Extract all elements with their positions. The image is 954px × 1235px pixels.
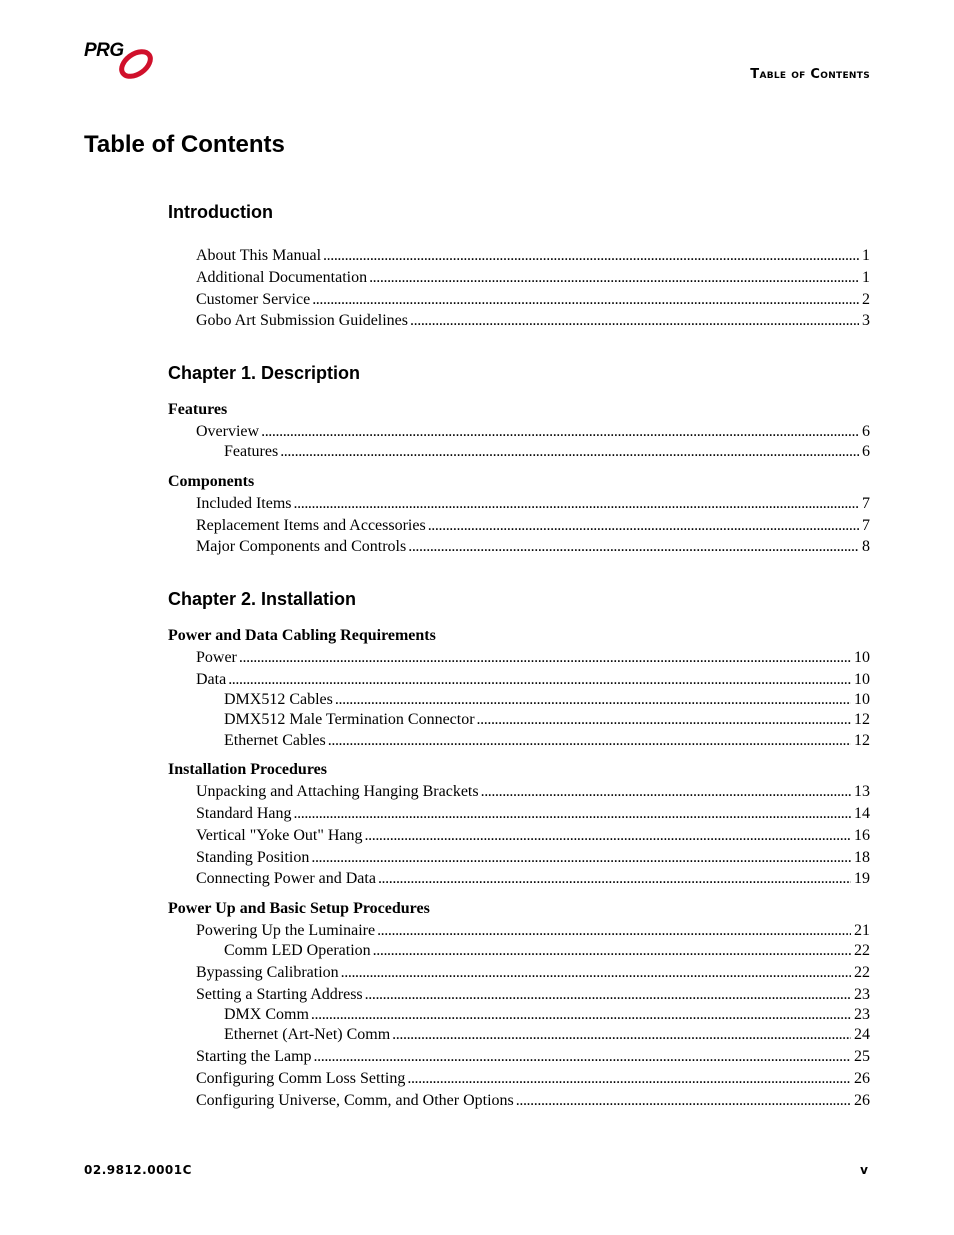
running-head: Table of Contents: [750, 67, 870, 82]
toc-entry-page: 12: [854, 732, 870, 749]
toc-entry-label: Additional Documentation: [196, 269, 368, 286]
toc-entry-page: 12: [854, 711, 870, 728]
toc-entry-page: 23: [854, 986, 870, 1003]
toc-entry-page: 19: [854, 870, 870, 887]
toc-entry[interactable]: [196, 311, 870, 331]
toc-entry[interactable]: [196, 648, 870, 668]
toc-entry-label: Data: [196, 671, 227, 688]
leader-dots: [311, 848, 851, 868]
leader-dots: [516, 1091, 851, 1111]
section-heading-introduction: Introduction: [168, 202, 273, 222]
toc-entry[interactable]: [196, 782, 870, 802]
group-heading-power-data: Power and Data Cabling Requirements: [168, 627, 436, 644]
toc-entry-page: 25: [854, 1048, 870, 1065]
toc-entry[interactable]: [196, 804, 870, 824]
toc-entry-label: Powering Up the Luminaire: [196, 922, 376, 939]
group-heading-power-up: Power Up and Basic Setup Procedures: [168, 900, 430, 917]
toc-entry[interactable]: [196, 268, 870, 288]
leader-dots: [323, 246, 859, 266]
toc-entry-page: 13: [854, 783, 870, 800]
toc-entry[interactable]: [224, 731, 870, 751]
toc-entry-label: Setting a Starting Address: [196, 986, 363, 1003]
toc-entry-page: 14: [854, 805, 870, 822]
toc-entry-page: 8: [862, 538, 870, 555]
leader-dots: [373, 941, 851, 961]
toc-entry-label: Features: [224, 443, 279, 460]
leader-dots: [280, 442, 859, 462]
toc-entry-page: 7: [862, 517, 870, 534]
toc-entry-label: DMX512 Male Termination Connector: [224, 711, 475, 728]
toc-entry[interactable]: [196, 848, 870, 868]
toc-entry[interactable]: [224, 1025, 870, 1045]
leader-dots: [294, 494, 859, 514]
toc-entry[interactable]: [196, 246, 870, 266]
toc-entry-page: 10: [854, 691, 870, 708]
toc-entry-page: 22: [854, 964, 870, 981]
footer-page-number: v: [860, 1163, 868, 1177]
toc-entry-label: Configuring Comm Loss Setting: [196, 1070, 406, 1087]
toc-entry-label: Customer Service: [196, 291, 311, 308]
toc-entry-label: Included Items: [196, 495, 292, 512]
leader-dots: [428, 516, 859, 536]
toc-entry-page: 3: [862, 312, 870, 329]
toc-entry-page: 21: [854, 922, 870, 939]
leader-dots: [312, 290, 859, 310]
section-heading-chapter-1: Chapter 1. Description: [168, 363, 361, 383]
leader-dots: [341, 963, 851, 983]
toc-entry-page: 26: [854, 1070, 870, 1087]
leader-dots: [410, 311, 859, 331]
leader-dots: [377, 921, 851, 941]
toc-entry-label: About This Manual: [196, 247, 322, 264]
leader-dots: [328, 731, 851, 751]
logo-swoosh-icon: [114, 46, 158, 82]
group-heading-installation-procedures: Installation Procedures: [168, 761, 327, 778]
toc-entry[interactable]: [224, 1005, 870, 1025]
prg-logo: [84, 40, 158, 82]
toc-entry[interactable]: [196, 826, 870, 846]
leader-dots: [481, 782, 851, 802]
toc-entry[interactable]: [224, 442, 870, 462]
toc-entry[interactable]: [196, 422, 870, 442]
toc-entry-page: 24: [854, 1026, 870, 1043]
toc-entry-label: Comm LED Operation: [224, 942, 371, 959]
leader-dots: [314, 1047, 851, 1067]
toc-entry-label: Bypassing Calibration: [196, 964, 339, 981]
toc-entry-page: 16: [854, 827, 870, 844]
toc-entry-label: DMX512 Cables: [224, 691, 333, 708]
toc-entry-page: 10: [854, 649, 870, 666]
toc-entry-label: Unpacking and Attaching Hanging Brackets: [196, 783, 479, 800]
toc-entry[interactable]: [196, 869, 870, 889]
toc-entry-page: 7: [862, 495, 870, 512]
toc-entry-page: 22: [854, 942, 870, 959]
toc-entry[interactable]: [196, 1091, 870, 1111]
toc-entry-label: Starting the Lamp: [196, 1048, 312, 1065]
toc-entry-page: 10: [854, 671, 870, 688]
toc-entry-label: DMX Comm: [224, 1006, 309, 1023]
leader-dots: [365, 985, 851, 1005]
page-title: Table of Contents: [84, 131, 285, 158]
section-heading-chapter-2: Chapter 2. Installation: [168, 589, 357, 609]
leader-dots: [407, 1069, 851, 1089]
toc-entry[interactable]: [196, 1069, 870, 1089]
toc-entry-page: 6: [862, 423, 870, 440]
leader-dots: [239, 648, 851, 668]
toc-entry[interactable]: [224, 710, 870, 730]
leader-dots: [477, 710, 851, 730]
leader-dots: [228, 670, 851, 690]
toc-entry-label: Major Components and Controls: [196, 538, 407, 555]
toc-entry-label: Standing Position: [196, 849, 310, 866]
toc-entry-label: Overview: [196, 423, 260, 440]
toc-entry[interactable]: [196, 963, 870, 983]
toc-entry-label: Vertical "Yoke Out" Hang: [196, 827, 363, 844]
toc-entry[interactable]: [196, 516, 870, 536]
leader-dots: [335, 690, 851, 710]
leader-dots: [294, 804, 851, 824]
leader-dots: [369, 268, 859, 288]
toc-entry-label: Connecting Power and Data: [196, 870, 376, 887]
toc-entry[interactable]: [224, 690, 870, 710]
leader-dots: [378, 869, 851, 889]
footer-doc-number: 02.9812.0001C: [84, 1163, 192, 1177]
group-heading-components: Components: [168, 473, 255, 490]
leader-dots: [261, 422, 859, 442]
toc-entry-page: 6: [862, 443, 870, 460]
toc-entry-page: 26: [854, 1092, 870, 1109]
toc-entry[interactable]: [224, 941, 870, 961]
toc-entry[interactable]: [196, 985, 870, 1005]
toc-entry-label: Configuring Universe, Comm, and Other Options: [196, 1092, 514, 1109]
leader-dots: [392, 1025, 851, 1045]
toc-entry-page: 23: [854, 1006, 870, 1023]
toc-entry-page: 1: [862, 247, 870, 264]
toc-entry-label: Standard Hang: [196, 805, 292, 822]
group-heading-features: Features: [168, 401, 228, 418]
toc-entry[interactable]: [196, 1047, 870, 1067]
toc-entry-label: Gobo Art Submission Guidelines: [196, 312, 409, 329]
logo-text: PRG: [84, 40, 124, 61]
toc-entry[interactable]: [196, 670, 870, 690]
toc-entry-label: Power: [196, 649, 237, 666]
toc-entry[interactable]: [196, 921, 870, 941]
toc-entry-page: 2: [862, 291, 870, 308]
leader-dots: [408, 537, 859, 557]
toc-entry-label: Replacement Items and Accessories: [196, 517, 426, 534]
toc-entry[interactable]: [196, 290, 870, 310]
leader-dots: [365, 826, 851, 846]
toc-entry-page: 18: [854, 849, 870, 866]
toc-entry[interactable]: [196, 494, 870, 514]
toc-entry[interactable]: [196, 537, 870, 557]
toc-entry-label: Ethernet Cables: [224, 732, 326, 749]
leader-dots: [311, 1005, 851, 1025]
toc-entry-label: Ethernet (Art-Net) Comm: [224, 1026, 391, 1043]
toc-entry-page: 1: [862, 269, 870, 286]
